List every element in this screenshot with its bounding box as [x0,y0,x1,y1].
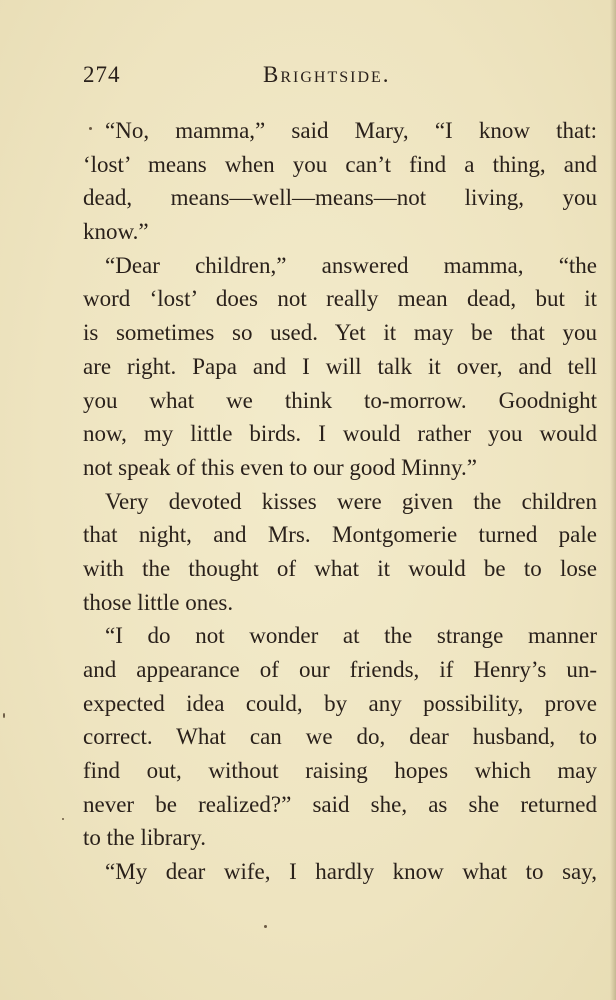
ink-speck [3,713,5,718]
text-line: not speak of this even to our good Minny.” [83,454,477,480]
text-line: now, my little birds. I would rather you would [83,421,597,447]
text-line: word ‘lost’ does not really mean dead, but it [83,286,597,312]
text-line: “My dear wife, I hardly know what to say, [105,859,597,885]
text-line: is sometimes so used. Yet it may be that you [83,320,597,346]
ink-speck [264,925,267,928]
text-line: Very devoted kisses were given the children [105,488,597,514]
text-line: find out, without raising hopes which may [83,758,597,784]
text-line: you what we think to-morrow. Goodnight [83,387,597,413]
ink-speck [89,127,92,130]
text-line: “I do not wonder at the strange manner [105,623,597,649]
text-line: never be realized?” said she, as she returned [83,791,597,817]
text-line: dead, means—well—means—not living, you [83,185,597,211]
text-line: “No, mamma,” said Mary, “I know that: [105,118,597,143]
text-line: that night, and Mrs. Montgomerie turned pale [83,522,597,548]
text-line: to the library. [83,825,207,851]
text-line: are right. Papa and I will talk it over, and tell [83,353,597,379]
page-header [83,62,595,92]
text-line: and appearance of our friends, if Henry’s un- [83,657,597,682]
text-line: those little ones. [83,589,234,615]
text-line: ‘lost’ means when you can’t find a thing, and [83,151,597,177]
running-title: Brightside. [263,62,391,87]
text-line: with the thought of what it would be to lose [83,555,597,581]
page-number: 274 [83,62,121,87]
body-text [83,114,597,889]
text-line: correct. What can we do, dear husband, to [83,724,597,750]
ink-speck [62,818,64,820]
text-line: know.” [83,219,149,245]
text-line: expected idea could, by any possibility, prove [83,690,597,716]
text-line: “Dear children,” answered mamma, “the [105,252,597,278]
page-edge-shadow [610,0,616,1000]
